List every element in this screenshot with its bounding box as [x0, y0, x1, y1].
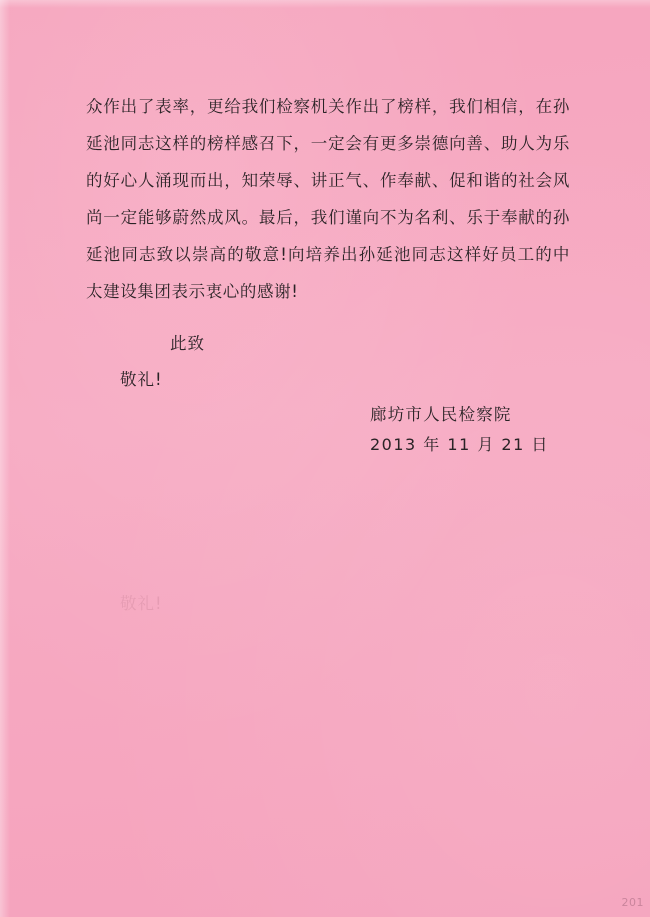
corner-mark: 201	[621, 896, 644, 909]
page-left-edge-shadow	[0, 0, 10, 917]
letter-body	[86, 88, 570, 310]
body-paragraph: 众作出了表率，更给我们检察机关作出了榜样，我们相信，在孙延池同志这样的榜样感召下，一定会有更多崇德向善、助人为乐的好心人涌现而出，知荣辱、讲正气、作奉献、促和谐的社会风尚一定能够蔚然成风。最后，我们谨向不为名利、乐于奉献的孙延池同志致以崇高的敬意!向培养出孙延池同志这样好员工的中太建设集团表示衷心的感谢!	[86, 97, 570, 301]
signature-block	[370, 400, 549, 460]
ghost-bleedthrough-text: 敬礼!	[120, 594, 163, 613]
closing-line-2: 敬礼!	[120, 370, 163, 389]
signature-organization: 廊坊市人民检察院	[370, 405, 512, 424]
page-top-edge-shadow	[0, 0, 650, 8]
closing-line-1: 此致	[170, 334, 205, 353]
signature-date: 2013 年 11 月 21 日	[370, 435, 549, 454]
